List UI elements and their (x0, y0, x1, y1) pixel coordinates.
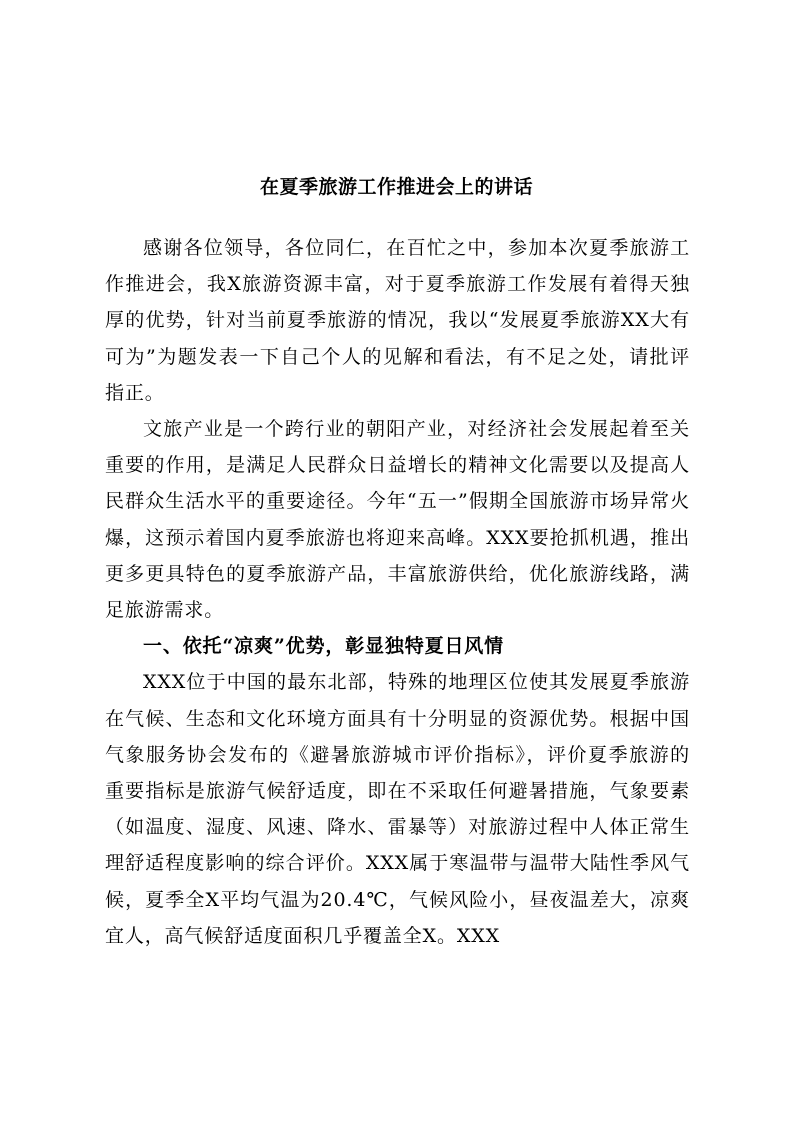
paragraph-opening: 感谢各位领导，各位同仁，在百忙之中，参加本次夏季旅游工作推进会，我X旅游资源丰富，对于夏季旅游工作发展有着得天独厚的优势，针对当前夏季旅游的情况，我以“发展夏季旅游XX大有可为”为题发表一下自己个人的见解和看法，有不足之处，请批评指正。 (105, 237, 690, 404)
document-body (105, 230, 690, 954)
section-heading-1: 一、依托“凉爽”优势，彰显独特夏日风情 (143, 635, 505, 658)
document-title: 在夏季旅游工作推进会上的讲话 (259, 176, 533, 198)
paragraph-climate: XXX位于中国的最东北部，特殊的地理区位使其发展夏季旅游在气候、生态和文化环境方面具有十分明显的资源优势。根据中国气象服务协会发布的《避暑旅游城市评价指标》，评价夏季旅游的重要指标是旅游气候舒适度，即在不采取任何避暑措施，气象要素（如温度、湿度、风速、降水、雷暴等）对旅游过程中人体正常生理舒适程度影响的综合评价。XXX属于寒温带与温带大陆性季风气候，夏季全X平均气温为20.4℃，气候风险小，昼夜温差大，凉爽宜人，高气候舒适度面积几乎覆盖全X。XXX (105, 671, 690, 947)
paragraph-industry: 文旅产业是一个跨行业的朝阳产业，对经济社会发展起着至关重要的作用，是满足人民群众日益增长的精神文化需要以及提高人民群众生活水平的重要途径。今年“五一”假期全国旅游市场异常火爆，这预示着国内夏季旅游也将迎来高峰。XXX要抢抓机遇，推出更多更具特色的夏季旅游产品，丰富旅游供给，优化旅游线路，满足旅游需求。 (105, 418, 690, 622)
